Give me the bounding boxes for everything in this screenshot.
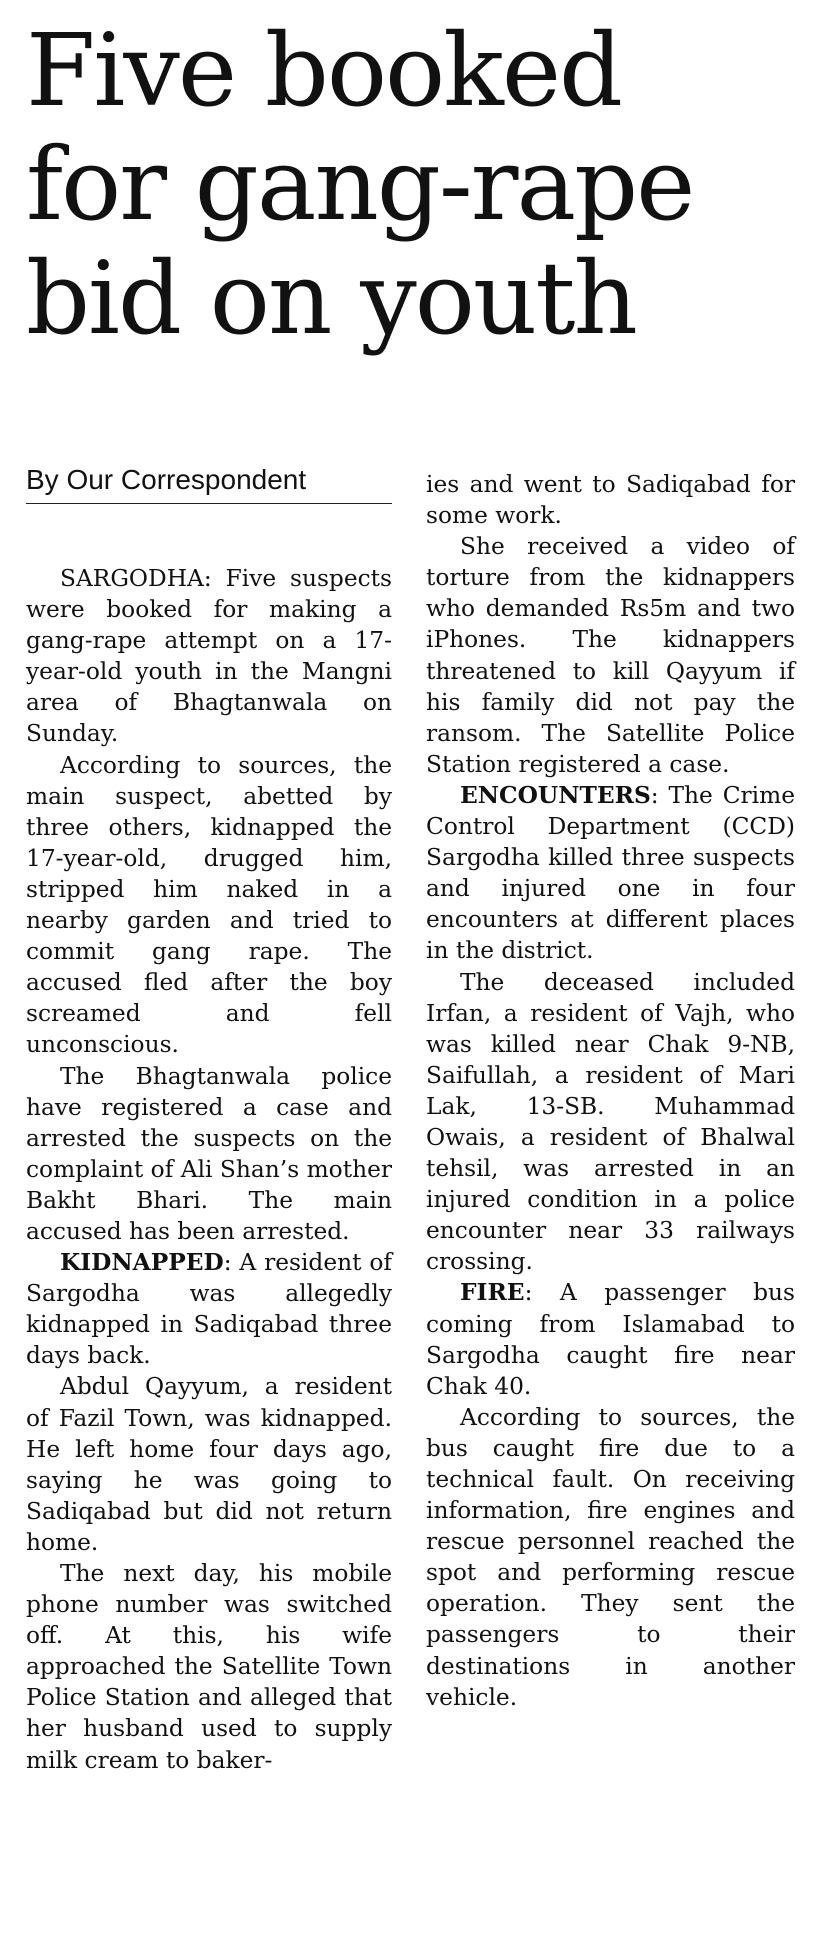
article-column-1 <box>26 563 392 1776</box>
headline-line-1: Five booked <box>26 12 622 129</box>
section-heading-encounters: ENCOUNTERS <box>460 781 651 809</box>
paragraph-text: : A resident of Sargodha was allegedly kidnapped in Sadiqabad three days back. <box>26 1249 392 1370</box>
paragraph: According to sources, the bus caught fire due to a technical fault. On receiving information, fire engines and rescue personnel reached the spot and performing rescue operation. They sent the passengers to their destinations in another vehicle. <box>426 1403 795 1711</box>
paragraph: SARGODHA: Five suspects were booked for making a gang-rape attempt on a 17-year-old youth in the Mangni area of Bhagtanwala on Sunday. <box>26 565 392 748</box>
paragraph-continued: ies and went to Sadiqabad for some work. <box>426 471 795 530</box>
paragraph: The next day, his mobile phone number was switched off. At this, his wife approached the Satellite Town Police Station and alleged that her husband used to supply milk cream to baker- <box>26 1560 392 1774</box>
paragraph: She received a video of torture from the kidnappers who demanded Rs5m and two iPhones. The kidnappers threatened to kill Qayyum if his family did not pay the ransom. The Satellite Police Station registered a case. <box>426 533 795 778</box>
headline-line-3: bid on youth <box>26 240 636 357</box>
paragraph-encounters <box>426 780 795 967</box>
section-heading-kidnapped: KIDNAPPED <box>60 1249 224 1277</box>
article-column-2 <box>426 469 795 1713</box>
paragraph-text: : A passenger bus coming from Islamabad to Sargodha caught fire near Chak 40. <box>426 1279 795 1400</box>
paragraph-fire <box>426 1277 795 1401</box>
section-heading-fire: FIRE <box>460 1279 525 1307</box>
paragraph: According to sources, the main suspect, abetted by three others, kidnapped the 17-year-old, drugged him, stripped him naked in a nearby garden and tried to commit gang rape. The accused fled after the boy screamed and fell unconscious. <box>26 751 392 1059</box>
headline-line-2: for gang-rape <box>26 126 694 243</box>
paragraph: The Bhagtanwala police have registered a case and arrested the suspects on the complaint of Ali Shan’s mother Bakht Bhari. The main accused has been arrested. <box>26 1062 392 1245</box>
headline <box>26 14 806 356</box>
paragraph-text: : The Crime Control Department (CCD) Sargodha killed three suspects and injured one in four encounters at different places in the district. <box>426 781 795 965</box>
paragraph: The deceased included Irfan, a resident of Vajh, who was killed near Chak 9-NB, Saifullah, a resident of Mari Lak, 13-SB. Muhammad Owais, a resident of Bhalwal tehsil, was arrested in an injured condition in a police encounter near 33 railways crossing. <box>426 968 795 1276</box>
paragraph-kidnapped <box>26 1247 392 1371</box>
paragraph: Abdul Qayyum, a resident of Fazil Town, was kidnapped. He left home four days ago, saying he was going to Sadiqabad but did not return home. <box>26 1373 392 1556</box>
byline: By Our Correspondent <box>26 463 392 504</box>
